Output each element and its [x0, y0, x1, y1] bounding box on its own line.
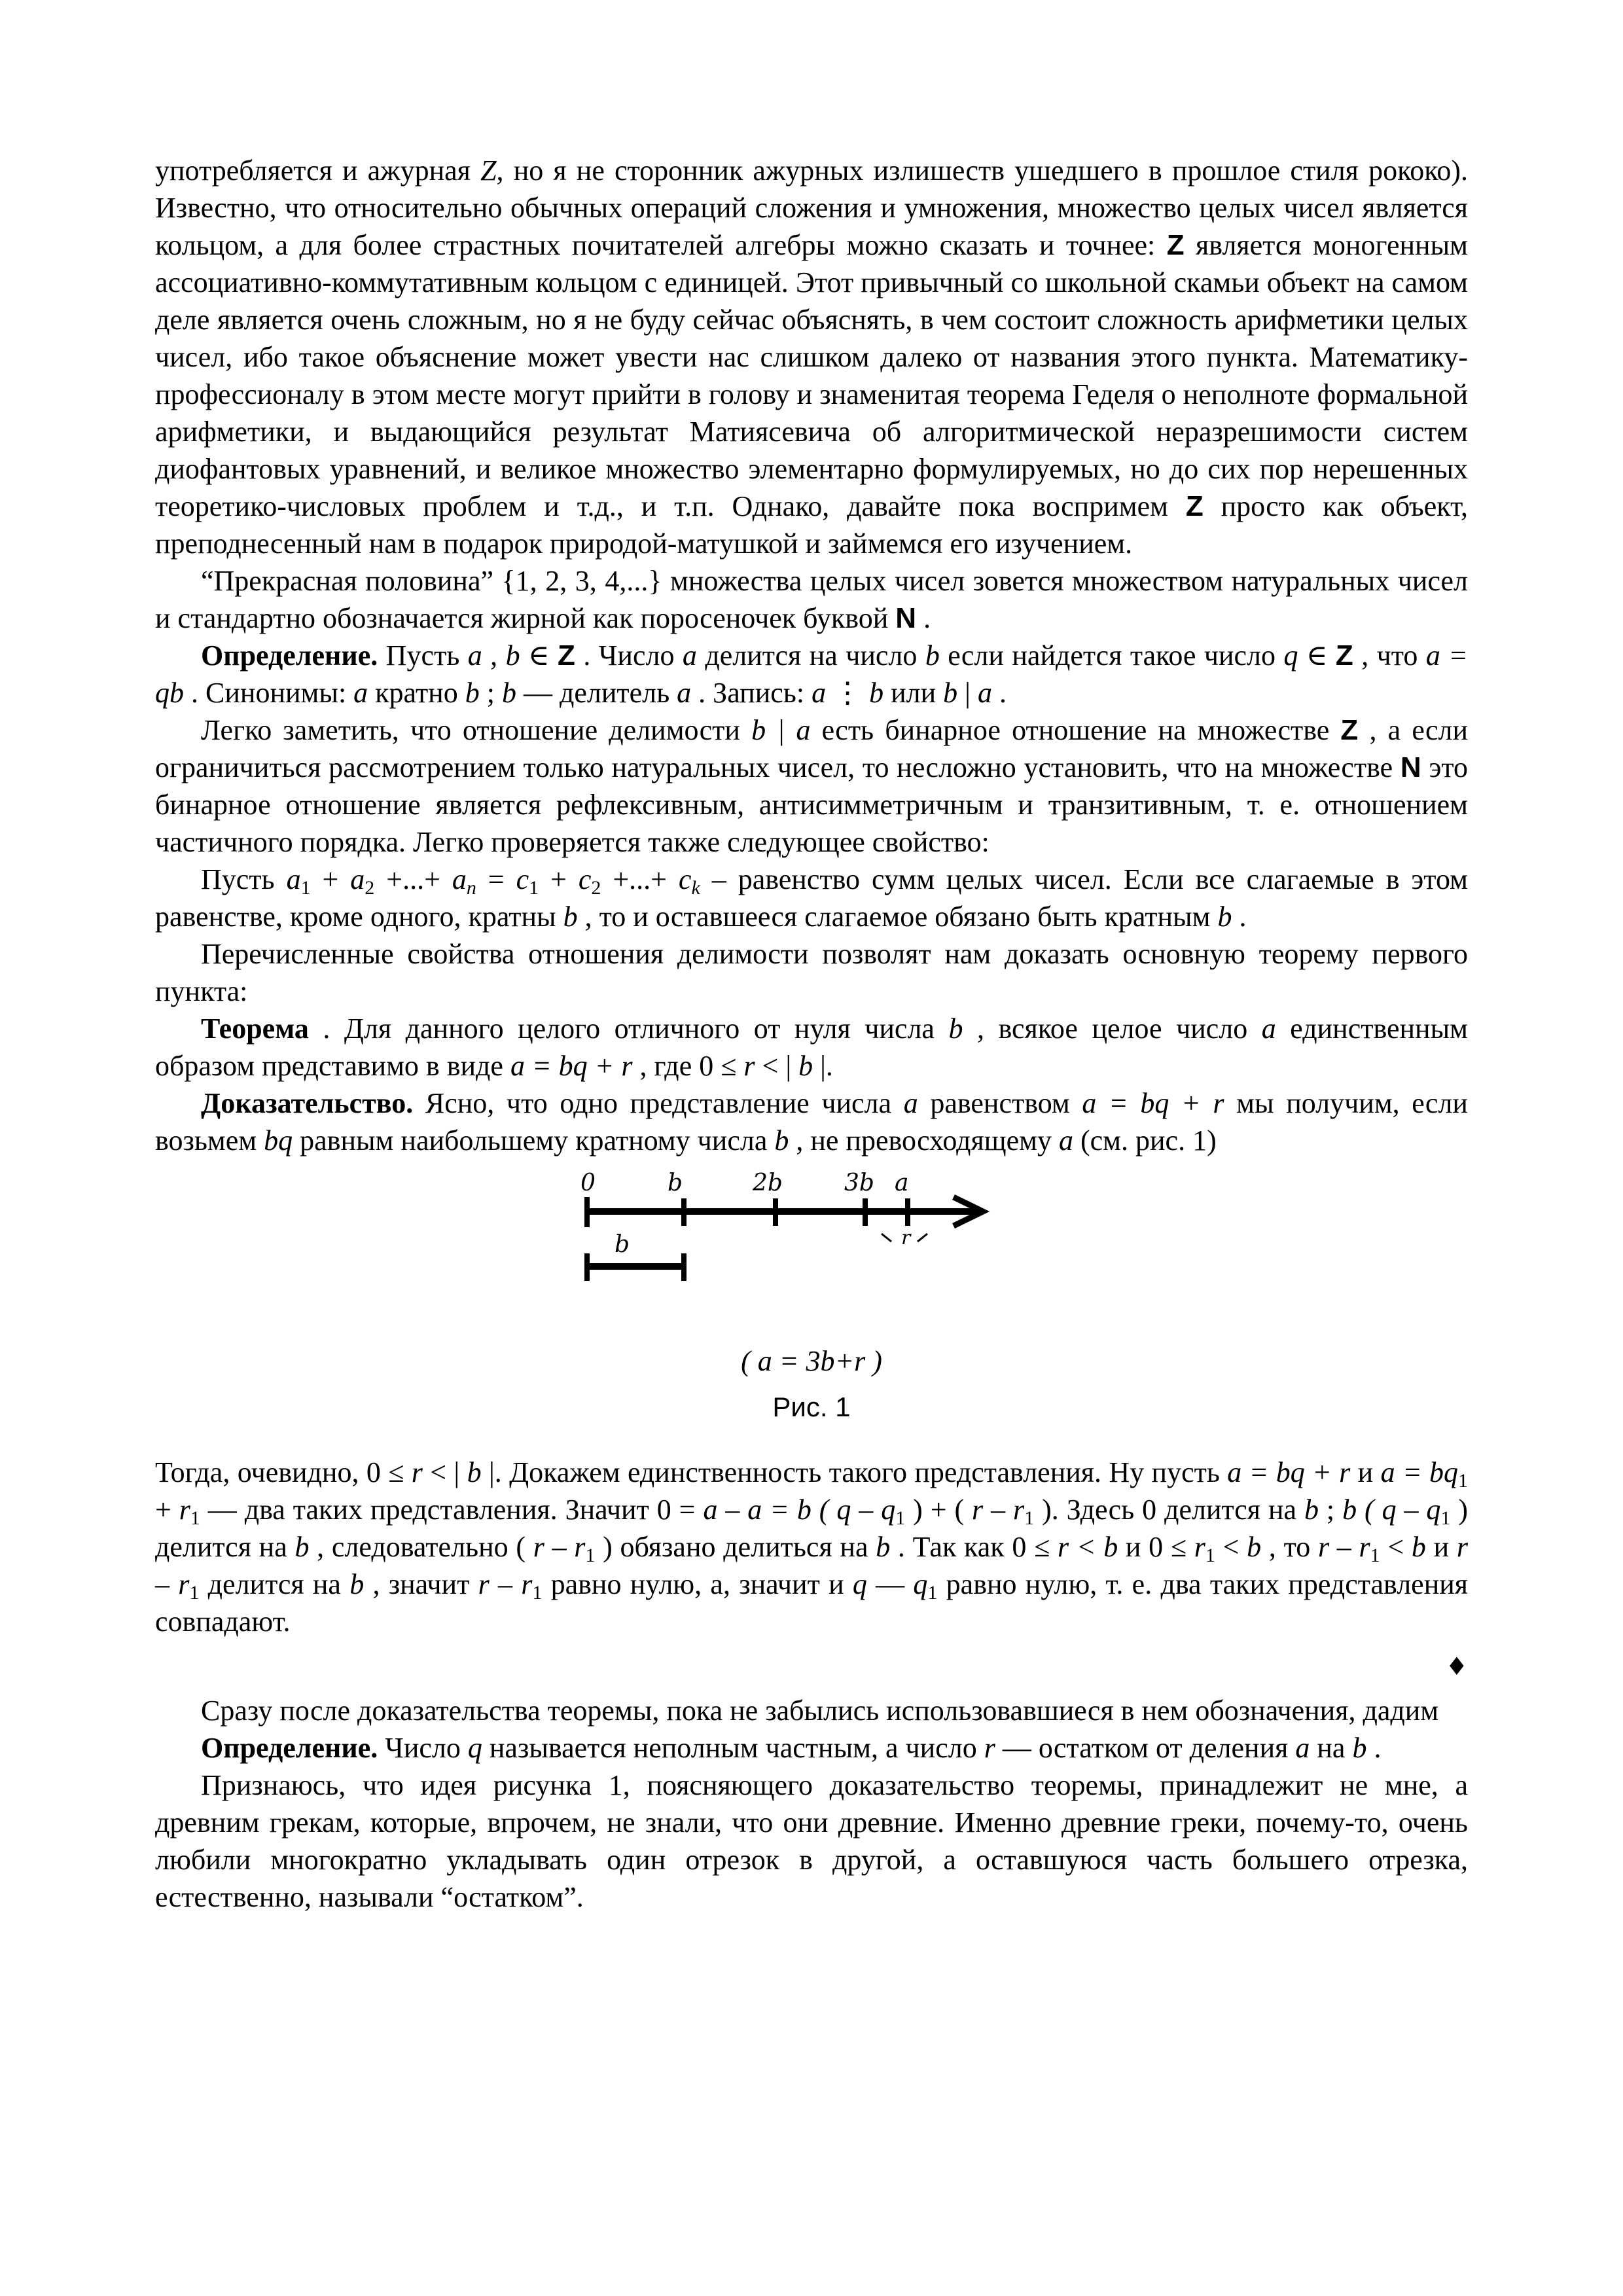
paragraph-naturals: “Прекрасная половина” {1, 2, 3, 4,...} множества целых чисел зовется множеством натуральных чисел и стандартно обозначается жирной как поросеночек буквой N .	[155, 565, 1468, 634]
definition-divisibility: Определение. Пусть a , b ∈ Z . Число a делится на число b если найдется такое число q ∈ Z , что a = qb . Синонимы: a кратно b ; b — делитель a . Запись: a ⋮ b или b | a .	[155, 639, 1469, 709]
paragraph-properties: Перечисленные свойства отношения делимости позволят нам доказать основную теорему первого пункта:	[155, 938, 1468, 1007]
tick-label-b: b	[668, 1170, 683, 1196]
document-page	[155, 152, 1468, 1916]
paragraph-partial-order: Легко заметить, что отношение делимости b | a есть бинарное отношение на множестве Z , а если ограничиться рассмотрением только натуральных чисел, то несложно установить, что на множестве N это бинарное отношение является рефлексивным, антисимметричным и транзитивным, т. е. отношением частичного порядка. Легко проверяется также следующее свойство:	[155, 714, 1468, 858]
tick-label-3b: 3b	[844, 1170, 874, 1196]
remainder-r-label: r	[901, 1227, 911, 1249]
number-line-diagram	[580, 1166, 1039, 1316]
definition-quotient-remainder: Определение. Число q называется неполным частным, а число r — остатком от деления a на b .	[201, 1732, 1382, 1764]
figure-number-line	[155, 1159, 1468, 1454]
segment-b-label: b	[615, 1231, 630, 1258]
paragraph-integers-ring: употребляется и ажурная Z, но я не сторонник ажурных излишеств ушедшего в прошлое стиля рококо). Известно, что относительно обычных операций сложения и умножения, множество целых чисел является кольцом, а для более страстных почитателей алгебры можно сказать и точнее: Z является моногенным ассоциативно-коммутативным кольцом с единицей. Этот привычный со школьной скамьи объект на самом деле является очень сложным, но я не буду сейчас объяснять, в чем состоит сложность арифметики целых чисел, ибо такое объяснение может увести нас слишком далеко от названия этого пункта. Математику-профессионалу в этом месте могут прийти в голову и знаменитая теорема Геделя о неполноте формальной арифметики, и выдающийся результат Матиясевича об алгоритмической неразрешимости систем диофантовых уравнений, и великое множество элементарно формулируемых, но до сих пор нерешенных теоретико-числовых проблем и т.д., и т.п. Однако, давайте пока воспримем Z просто как объект, преподнесенный нам в подарок природой-матушкой и займемся его изучением.	[155, 154, 1469, 560]
tick-label-2b: 2b	[753, 1170, 783, 1196]
proof: Доказательство. Ясно, что одно представление числа a равенством a = bq + r мы получим, если возьмем bq равным наибольшему кратному числа b , не превосходящему a (см. рис. 1)	[155, 1087, 1468, 1157]
theorem: Теорема . Для данного целого отличного от нуля числа b , всякое целое число a единственным образом представимо в виде a = bq + r , где 0 ≤ r < | b |.	[155, 1013, 1468, 1082]
figure-caption: Рис. 1	[772, 1391, 851, 1422]
paragraph-after-proof: Сразу после доказательства теоремы, пока не забылись использовавшиеся в нем обозначения, дадим	[201, 1695, 1439, 1727]
paragraph-sum-property: Пусть $a_1 + a_2$ +...+ $a_n = c_1 + c_2$ +...+ $c_k$ – равенство сумм целых чисел. Если все слагаемые в этом равенстве, кроме одного, кратны b , то и оставшееся слагаемое обязано быть кратным b .	[155, 863, 1468, 933]
paragraph-ancient-greeks: Признаюсь, что идея рисунка 1, поясняющего доказательство теоремы, принадлежит не мне, а древним грекам, которые, впрочем, не знали, что они древние. Именно древние греки, почему-то, очень любили многократно укладывать один отрезок в другой, а оставшуюся часть большего отрезка, естественно, называли “остатком”.	[155, 1769, 1468, 1913]
tick-label-a: a	[895, 1170, 909, 1196]
remainder-bracket-left	[882, 1234, 891, 1242]
remainder-bracket-right	[918, 1234, 927, 1242]
qed-diamond-icon: ♦	[1445, 1652, 1468, 1681]
figure-equation-caption: ( a = 3b+r )	[741, 1345, 882, 1377]
paragraph-uniqueness-proof: Тогда, очевидно, 0 ≤ r < | b |. Докажем единственность такого представления. Ну пусть a = bq + r и $a = bq_1 + r_1$ — два таких представления. Значит 0 = a – a = b ( q – $q_1$ ) + ( r – $r_1$ ). Здесь 0 делится на b ; b ( q – $q_1$ ) делится на b , следовательно ( r – $r_1$ ) обязано делиться на b . Так как 0 ≤ r < b и $0 \le r_1 < b$ , то $r - r_1 < b$ и r – $r_1$ делится на b , значит r – $r_1$ равно нулю, а, значит и q — $q_1$ равно нулю, т. е. два таких представления совпадают.	[155, 1456, 1469, 1638]
tick-label-0: 0	[580, 1170, 596, 1196]
